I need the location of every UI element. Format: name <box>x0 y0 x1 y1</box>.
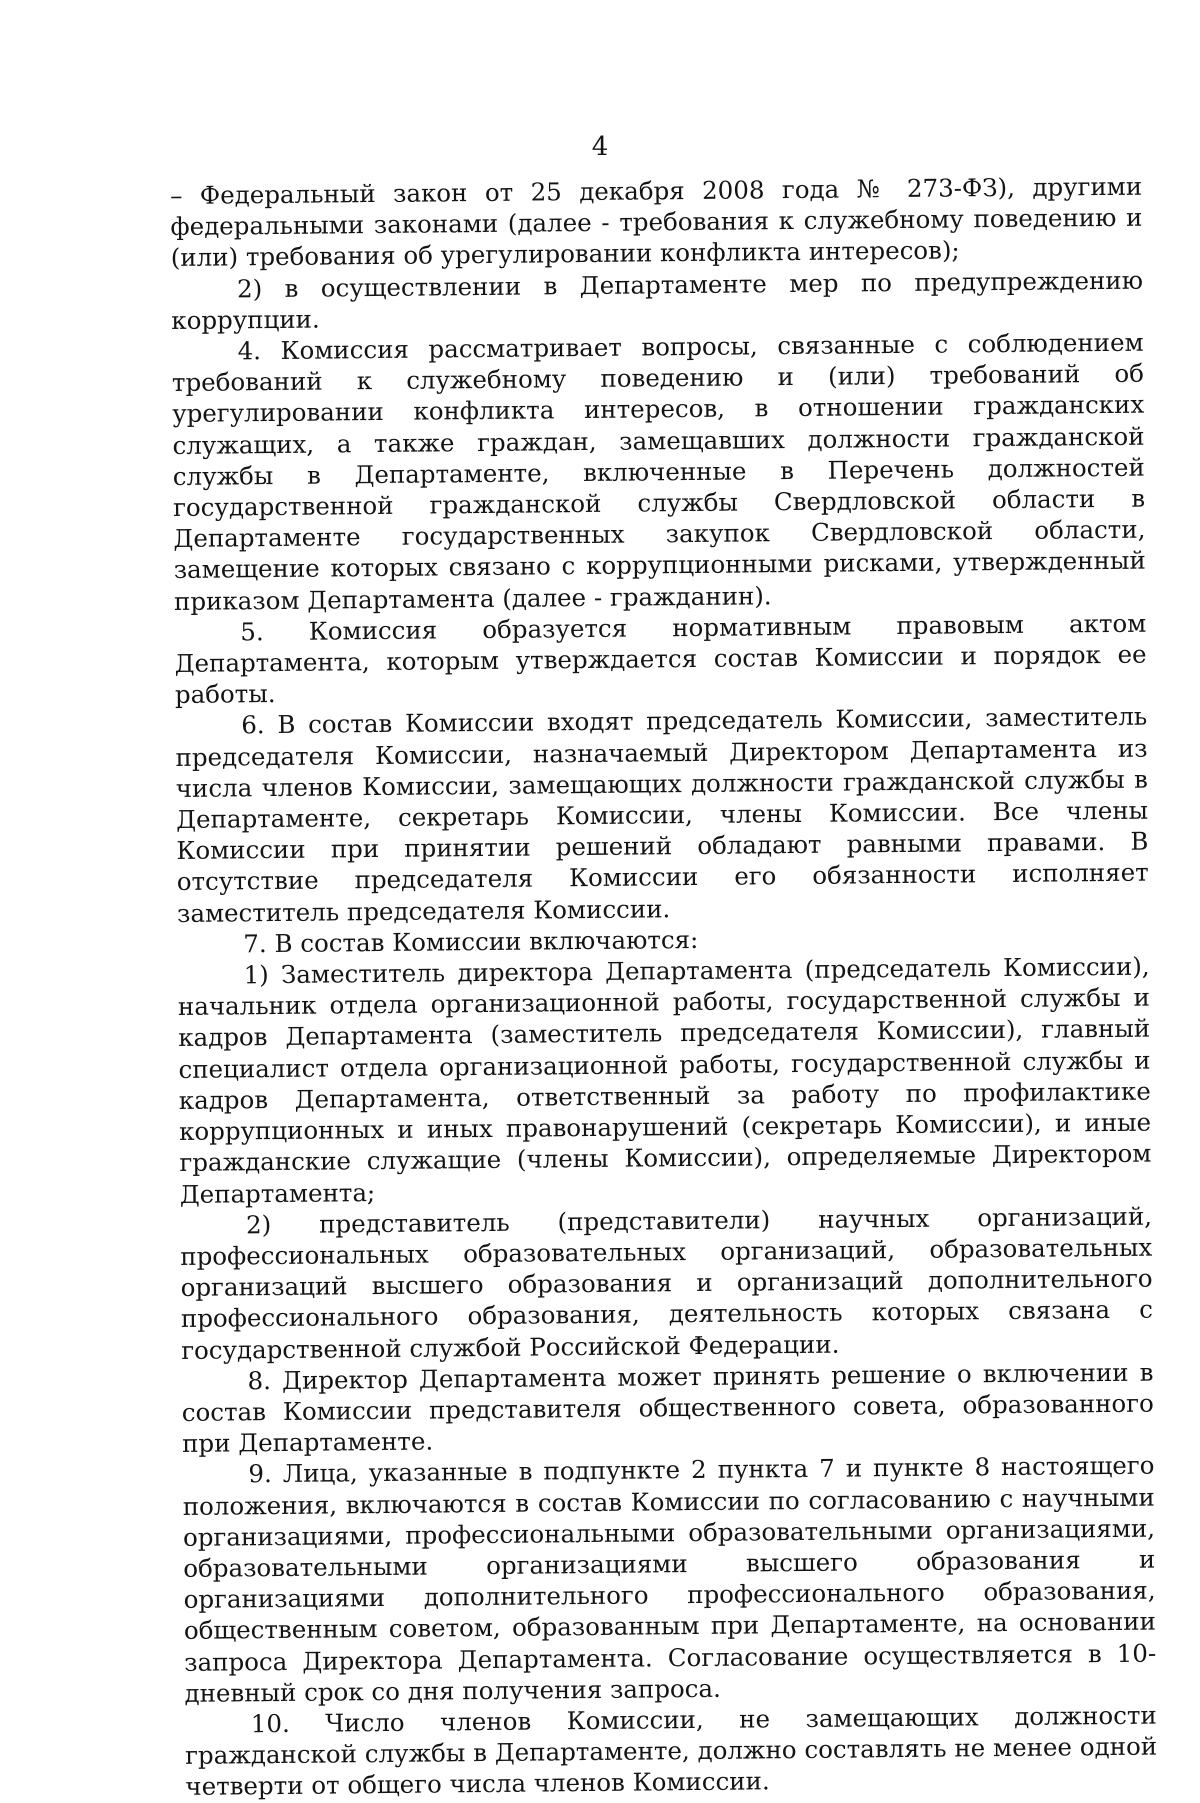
document-body <box>170 171 1158 1803</box>
paragraph-p-8: 8. Директор Департамента может принять решение о включении в состав Комиссии представителя общественного совета, образованного при Департаменте. <box>181 1357 1154 1459</box>
page-number: 4 <box>591 132 609 162</box>
paragraph-p-cont: – Федеральный закон от 25 декабря 2008 года № 273-ФЗ), другими федеральными законами (далее - требования к служебному поведению и (или) требования об урегулировании конфликта интересов); <box>170 171 1143 273</box>
paragraph-p-10: 10. Число членов Комиссии, не замещающих должности гражданской службы в Департаменте, должно составлять не менее одной четверти от общего числа членов Комиссии. <box>184 1700 1158 1802</box>
paragraph-p-7-1: 1) Заместитель директора Департамента (председатель Комиссии), начальник отдела организационной работы, государственной службы и кадров Департамента (заместитель председателя Комиссии), главный специалист отдела организационной работы, государственной службы и кадров Департамента, ответственный за работу по профилактике коррупционных и иных правонарушений (секретарь Комиссии), и иные гражданские служащие (члены Комиссии), определяемые Директором Департамента; <box>177 951 1152 1209</box>
paragraph-p-7-2: 2) представитель (представители) научных организаций, профессиональных образовательных организаций, образовательных организаций высшего образования и организаций дополнительного профессионального образования, деятельность которых связана с государственной службой Российской Федерации. <box>180 1201 1154 1365</box>
paragraph-p-7: 7. В состав Комиссии включаются: <box>243 924 699 959</box>
paragraph-p-5: 5. Комиссия образуется нормативным правовым актом Департамента, которым утверждается состав Комиссии и порядок ее работы. <box>174 608 1147 710</box>
paragraph-p-6: 6. В состав Комиссии входят председатель Комиссии, заместитель председателя Комиссии, назначаемый Директором Департамента из числа членов Комиссии, замещающих должности гражданской службы в Департаменте, секретарь Комиссии, члены Комиссии. Все члены Комиссии при принятии решений обладают равными правами. В отсутствие председателя Комиссии его обязанности исполняет заместитель председателя Комиссии. <box>175 702 1149 928</box>
paragraph-p-4: 4. Комиссия рассматривает вопросы, связанные с соблюдением требований к служебному поведению и (или) требований об урегулировании конфликта интересов, в отношении гражданских служащих, а также граждан, замещавших должности гражданской службы в Департаменте, включенные в Перечень должностей государственной гражданской службы Свердловской области в Департаменте государственных закупок Свердловской области, замещение которых связано с коррупционными рисками, утвержденный приказом Департамента (далее - гражданин). <box>171 327 1146 616</box>
paragraph-p-9: 9. Лица, указанные в подпункте 2 пункта 7 и пункте 8 настоящего положения, включаются в состав Комиссии по согласованию с научными организациями, профессиональными образовательными организациями, образовательными организациями высшего образования и организациями дополнительного профессионального образования, общественным советом, образованным при Департаменте, на основании запроса Директора Департамента. Согласование осуществляется в 10-дневный срок со дня получения запроса. <box>182 1450 1157 1708</box>
paragraph-p-3-2: 2) в осуществлении в Департаменте мер по предупреждению коррупции. <box>171 265 1144 335</box>
